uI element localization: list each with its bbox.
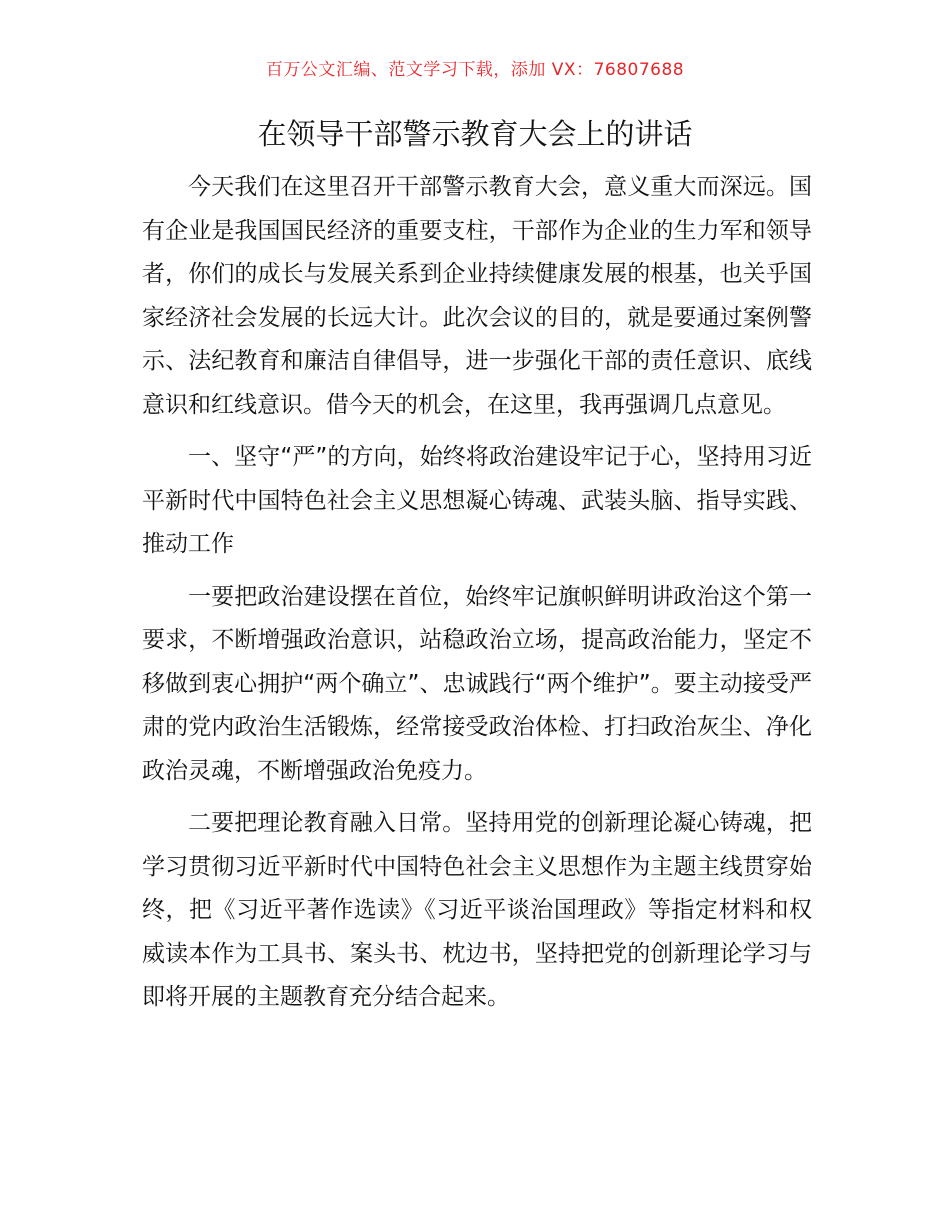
paragraph-section-heading-1: 一、坚守“严”的方向，始终将政治建设牢记于心，坚持用习近平新时代中国特色社会主义思想凝心铸魂、武装头脑、指导实践、推动工作 (142, 444, 812, 557)
document-title: 在领导干部警示教育大会上的讲话 (257, 117, 693, 151)
paragraph-intro: 今天我们在这里召开干部警示教育大会，意义重大而深远。国有企业是我国国民经济的重要支柱，干部作为企业的生力军和领导者，你们的成长与发展关系到企业持续健康发展的根基，也关乎国家经济社会发展的长远大计。此次会议的目的，就是要通过案例警示、法纪教育和廉洁自律倡导，进一步强化干部的责任意识、底线意识和红线意识。借今天的机会，在这里，我再强调几点意见。 (142, 174, 812, 418)
header-note: 百万公文汇编、范文学习下载，添加 VX：76807688 (265, 60, 685, 80)
document-body (142, 166, 812, 1029)
paragraph-point-1: 一要把政治建设摆在首位，始终牢记旗帜鲜明讲政治这个第一要求，不断增强政治意识，站稳政治立场，提高政治能力，坚定不移做到衷心拥护“两个确立”、忠诚践行“两个维护”。要主动接受严肃的党内政治生活锻炼，经常接受政治体检、打扫政治灰尘、净化政治灵魂，不断增强政治免疫力。 (142, 583, 812, 784)
paragraph-point-2: 二要把理论教育融入日常。坚持用党的创新理论凝心铸魂，把学习贯彻习近平新时代中国特色社会主义思想作为主题主线贯穿始终，把《习近平著作选读》《习近平谈治国理政》等指定材料和权威读本作为工具书、案头书、枕边书，坚持把党的创新理论学习与即将开展的主题教育充分结合起来。 (142, 810, 812, 1010)
